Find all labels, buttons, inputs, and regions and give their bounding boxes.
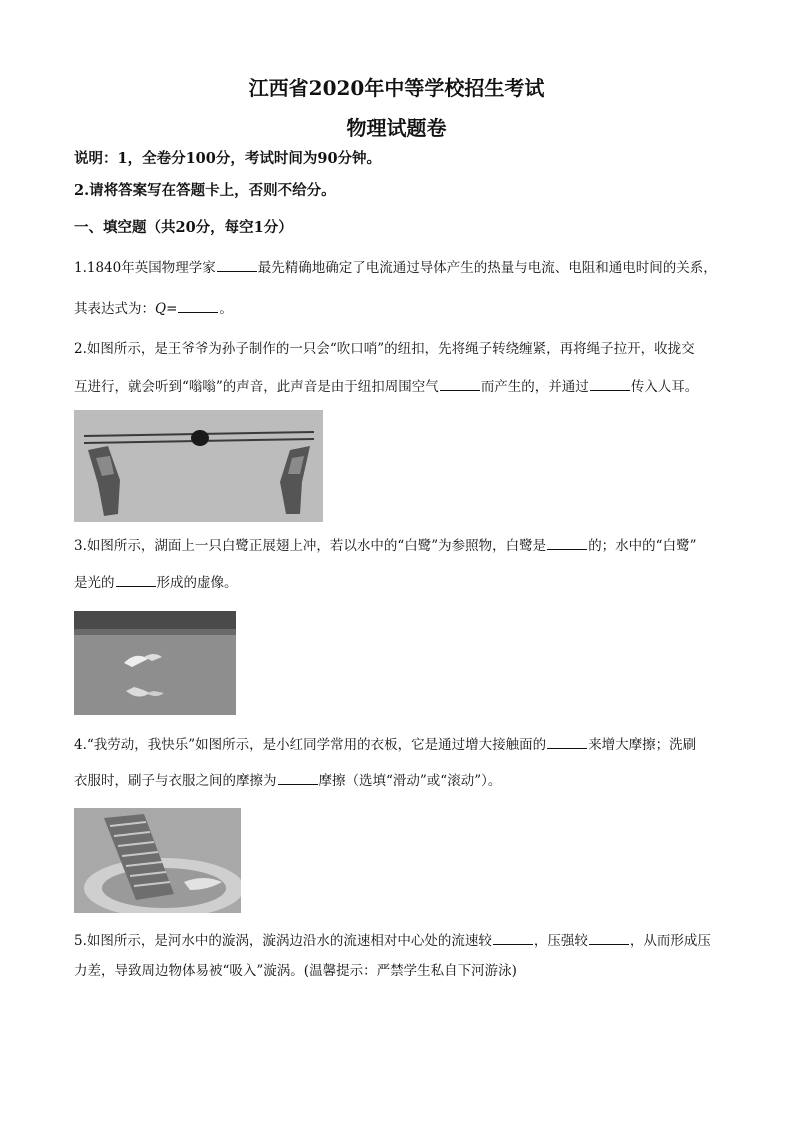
q3-text-c: 是光的: [74, 575, 115, 591]
instruction-line-1: 说明：1，全卷分100分，考试时间为90分钟。: [74, 150, 382, 167]
q1-equals: =: [166, 301, 178, 317]
section-heading: 一、填空题（共20分，每空1分）: [74, 219, 293, 236]
egret-lake-figure: [74, 611, 236, 715]
answer-blank: [440, 378, 480, 391]
question-1-line-1: [74, 259, 724, 277]
answer-blank: [217, 259, 257, 272]
answer-blank: [590, 378, 630, 391]
question-5-line-2: 力差，导致周边物体易被“吸入”漩涡。(温馨提示：严禁学生私自下河游泳): [74, 963, 517, 979]
question-2-line-2: [74, 378, 724, 396]
exam-subtitle: 物理试题卷: [346, 116, 447, 140]
q1-text-b: 最先精确地确定了电流通过导体产生的热量与电流、电阻和通电时间的关系，: [257, 260, 717, 276]
question-1-line-2: [74, 300, 724, 318]
q4-text-b: 来增大摩擦；洗刷: [588, 737, 697, 753]
instruction-line-2: 2.请将答案写在答题卡上，否则不给分。: [74, 182, 336, 199]
exam-title: 江西省2020年中等学校招生考试: [248, 76, 545, 100]
q1-text-c: 其表达式为：: [74, 301, 155, 317]
answer-blank: [589, 932, 629, 945]
q5-text-a: 5.如图所示，是河水中的漩涡，漩涡边沿水的流速相对中心处的流速较: [74, 933, 492, 949]
answer-blank: [493, 932, 533, 945]
answer-blank: [116, 574, 156, 587]
question-3-line-2: [74, 574, 724, 592]
q5-text-c: ，从而形成压: [629, 933, 711, 949]
q2-text-c: 传入人耳。: [630, 379, 699, 395]
question-3-line-1: [74, 537, 724, 555]
question-5-line-1: [74, 932, 724, 950]
q3-text-a: 3.如图所示，湖面上一只白鹭正展翅上冲，若以水中的“白鹭”为参照物，白鹭是: [74, 538, 547, 554]
q3-text-d: 形成的虚像。: [156, 575, 238, 591]
q3-text-b: 的；水中的“白鹭”: [588, 538, 697, 554]
q5-text-b: ，压强较: [533, 933, 588, 949]
q1-text-a: 1.1840年英国物理学家: [74, 260, 216, 276]
button-whistle-figure: [74, 410, 323, 522]
question-2-line-1: 2.如图所示，是王爷爷为孙子制作的一只会“吹口哨”的纽扣，先将绳子转绕缠紧，再将绳子拉开，收拢交: [74, 341, 695, 357]
q1-end: 。: [219, 301, 233, 317]
question-4-line-1: [74, 736, 724, 754]
q4-text-a: 4.“我劳动，我快乐”如图所示，是小红同学常用的衣板，它是通过增大接触面的: [74, 737, 547, 753]
q1-variable: Q: [155, 301, 167, 317]
q4-text-c: 衣服时，刷子与衣服之间的摩擦为: [74, 773, 277, 789]
q2-text-b: 而产生的，并通过: [480, 379, 589, 395]
question-4-line-2: [74, 772, 724, 790]
answer-blank: [547, 736, 587, 749]
q2-text-a: 互进行，就会听到“嗡嗡”的声音，此声音是由于纽扣周围空气: [74, 379, 439, 395]
washboard-figure: [74, 808, 241, 913]
answer-blank: [278, 772, 318, 785]
q4-text-d: 摩擦（选填“滑动”或“滚动”）。: [318, 773, 502, 789]
answer-blank: [547, 537, 587, 550]
answer-blank: [178, 300, 218, 313]
